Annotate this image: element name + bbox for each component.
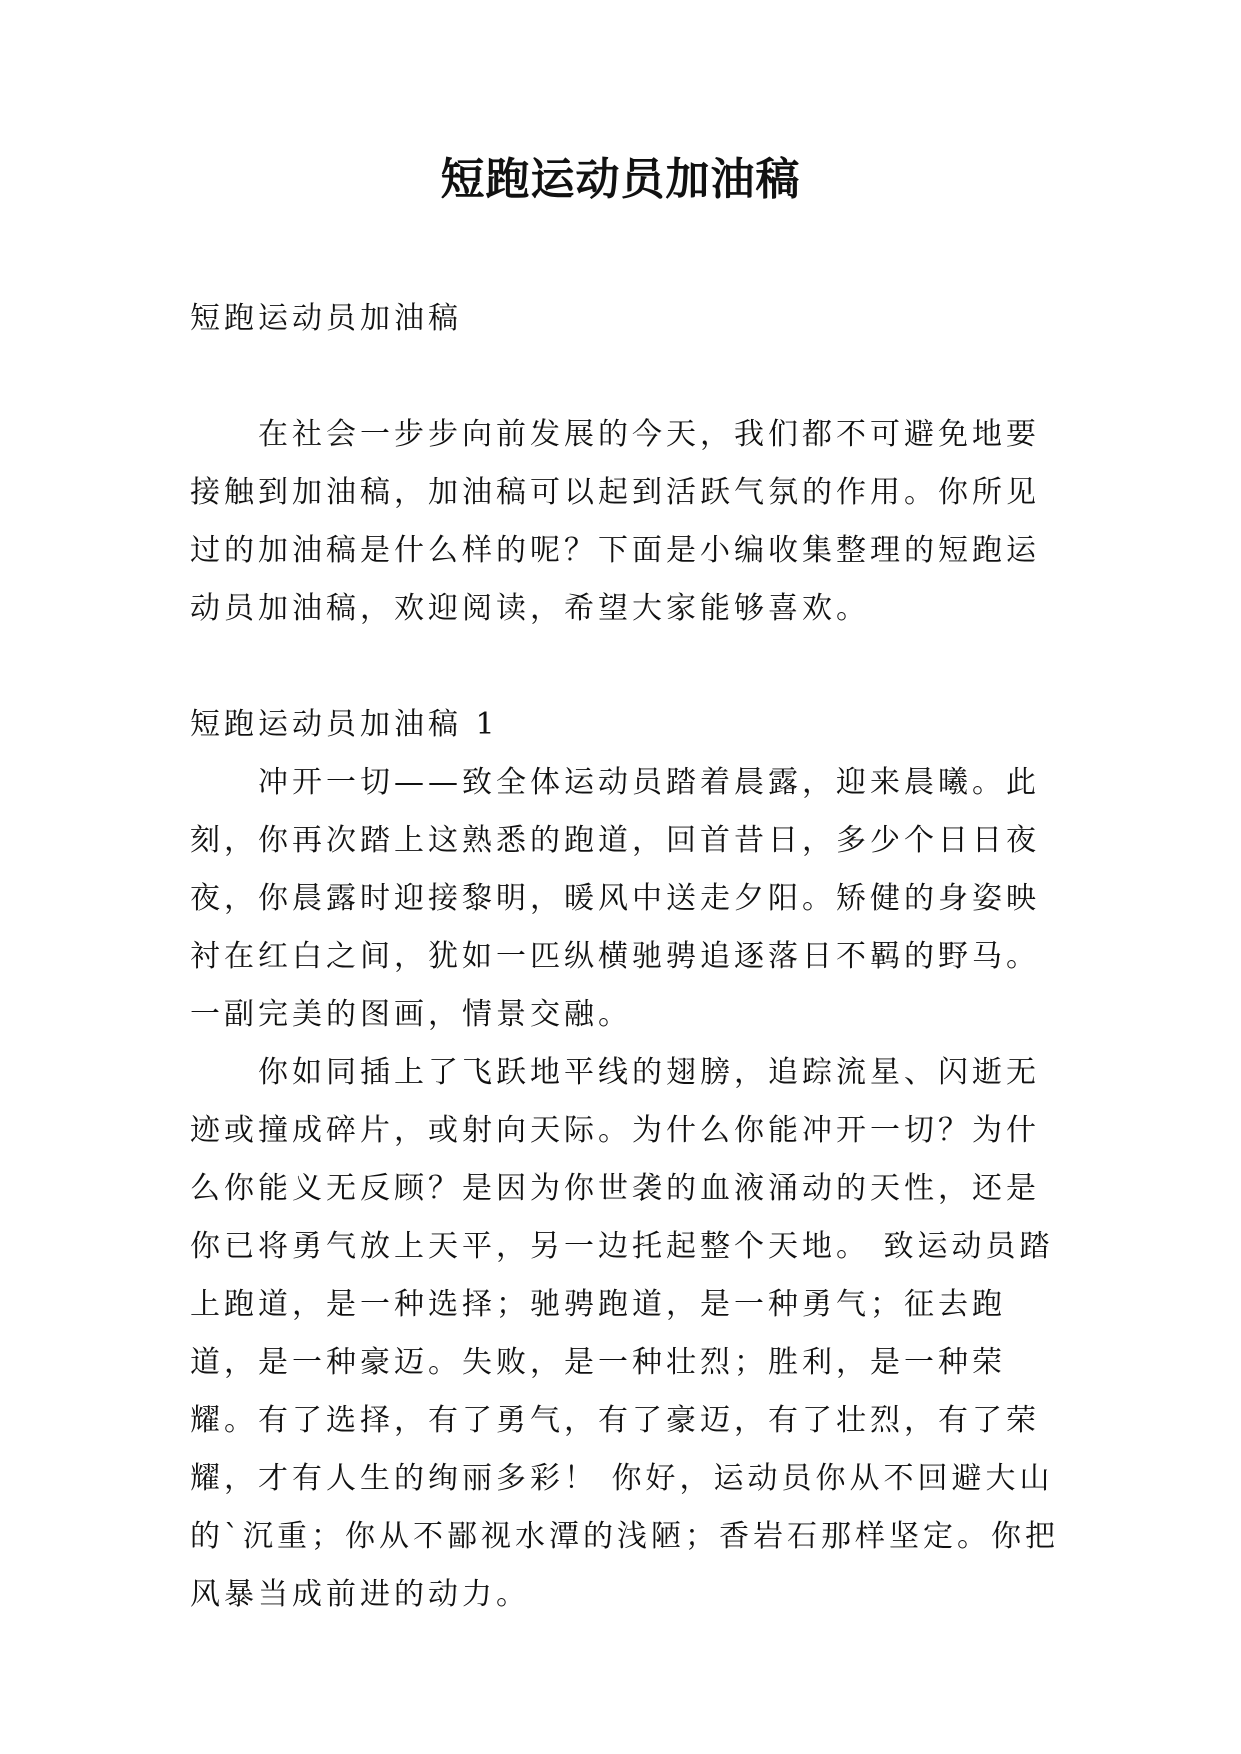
document-body [190, 290, 1060, 1624]
section-heading: 短跑运动员加油稿 1 [190, 707, 499, 742]
document-title: 短跑运动员加油稿 [440, 154, 801, 205]
body-paragraph-2: 你如同插上了飞跃地平线的翅膀，追踪流星、闪逝无迹或撞成碎片，或射向天际。为什么你能冲开一切？为什么你能义无反顾？是因为你世袭的血液涌动的天性，还是你已将勇气放上天平，另一边托起整个天地。 致运动员踏上跑道，是一种选择；驰骋跑道，是一种勇气；征去跑道，是一种豪迈。失败，是一种壮烈；胜利，是一种荣耀。有了选择，有了勇气，有了豪迈，有了壮烈，有了荣耀，才有人生的绚丽多彩！ 你好，运动员你从不回避大山的`沉重；你从不鄙视水潭的浅陋；香岩石那样坚定。你把风暴当成前进的动力。 [190, 1055, 1059, 1612]
document-subtitle: 短跑运动员加油稿 [190, 301, 462, 336]
body-paragraph-1: 冲开一切——致全体运动员踏着晨露，迎来晨曦。此刻，你再次踏上这熟悉的跑道，回首昔日，多少个日日夜夜，你晨露时迎接黎明，暖风中送走夕阳。矫健的身姿映衬在红白之间，犹如一匹纵横驰骋追逐落日不羁的野马。一副完美的图画，情景交融。 [190, 765, 1040, 1032]
intro-paragraph: 在社会一步步向前发展的今天，我们都不可避免地要接触到加油稿，加油稿可以起到活跃气氛的作用。你所见过的加油稿是什么样的呢？下面是小编收集整理的短跑运动员加油稿，欢迎阅读，希望大家能够喜欢。 [190, 417, 1040, 626]
